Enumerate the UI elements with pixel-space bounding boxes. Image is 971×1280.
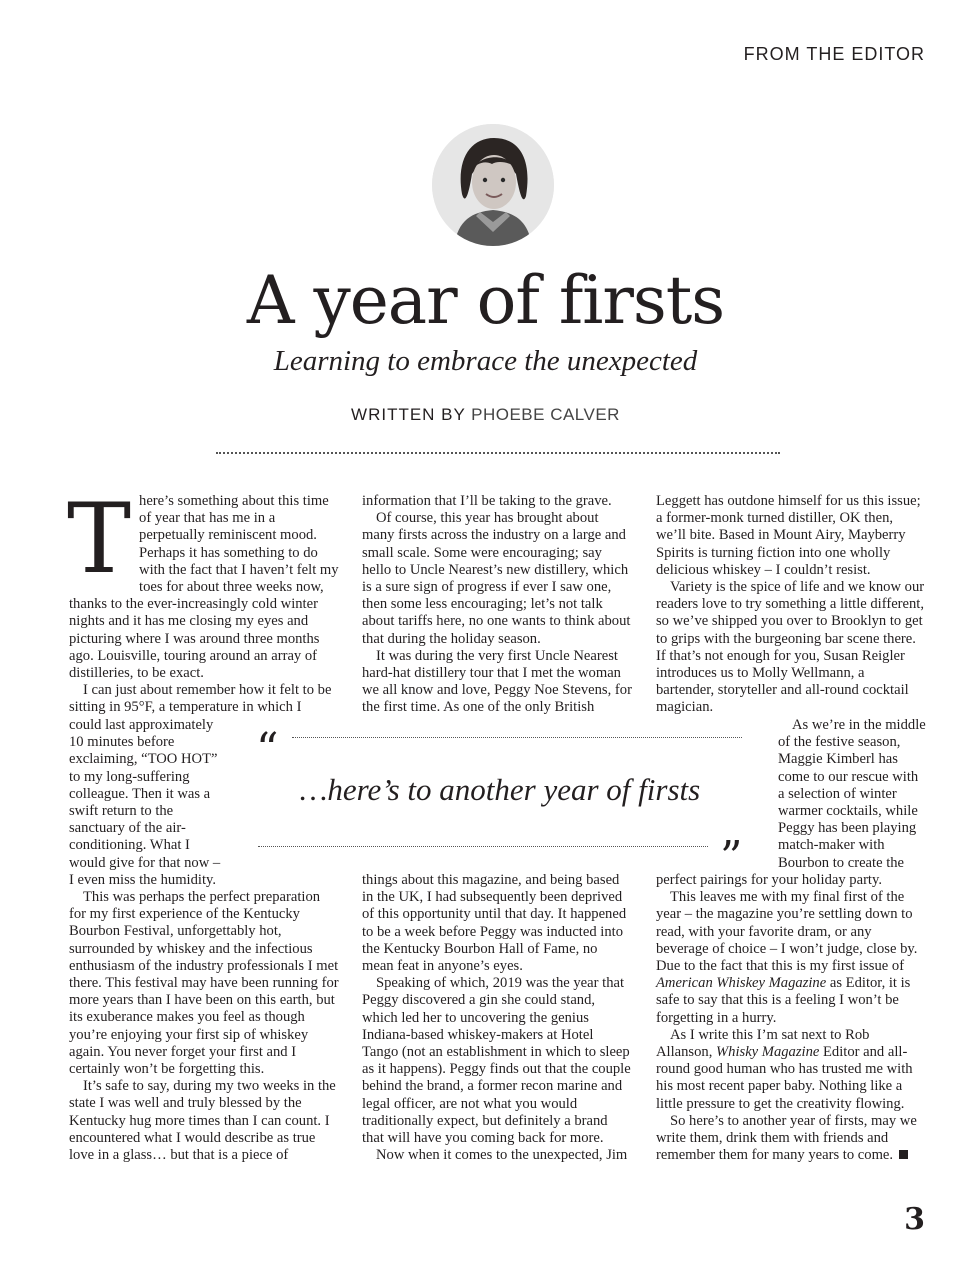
page-number: 3: [904, 1202, 925, 1237]
paragraph: As I write this I’m sat next to Rob Allanson, Whisky Magazine Editor and all-round good human who has trusted me with his most recent paper baby. Nothing like a little pressure to get the creativity flowing.: [656, 1026, 913, 1112]
column-3-top: [656, 493, 926, 717]
pull-quote-top-rule: [292, 737, 742, 738]
magazine-title: American Whiskey Magazine: [656, 975, 827, 992]
column-2-top: [362, 493, 632, 717]
pull-quote-bottom-rule: [258, 846, 708, 847]
paragraph: This leaves me with my final first of the year – the magazine you’re settling down to read, with your favorite dram, or any beverage of choice – I won’t judge, close by. Due to the fact that this is my first issue of American Whiskey Magazine as Editor, it is safe to say that this is a feeling I won’t be forgetting in a hurry.: [656, 889, 918, 1026]
paragraph: perfect pairings for your holiday party.: [656, 872, 882, 888]
paragraph: things about this magazine, and being based in the UK, I had subsequently been deprived of this opportunity until that day. It happened to be a week before Peggy was inducted into the Kentucky Bourbon Hall of Fame, no mean feat in anyone’s eyes.: [362, 872, 627, 975]
title-divider: [216, 452, 780, 454]
magazine-title: Whisky Magazine: [716, 1044, 820, 1061]
paragraph: Now when it comes to the unexpected, Jim: [376, 1147, 628, 1164]
paragraph: Leggett has outdone himself for us this issue; a former-monk turned distiller, OK then, we’ll bite. Based in Mount Airy, Mayberry Spirits is turning fiction into one wholly delicious whiskey – I couldn’t resist.: [656, 493, 921, 578]
column-1-top: [67, 483, 339, 717]
section-label: FROM THE EDITOR: [743, 44, 925, 64]
byline-label: WRITTEN BY: [351, 405, 466, 424]
close-quote-mark: ”: [720, 832, 743, 883]
author-portrait: [432, 124, 554, 246]
paragraph: here’s something about this time of year that has me in a perpetually reminiscent mood. Perhaps it has something to do with the fact that I haven’t felt my toes for about three weeks now, thanks to the ever-increasingly cold winter nights and it has me closing my eyes and picturing where I was around three months ago. Louisville, touring around an array of distilleries, to be exact.: [69, 493, 339, 682]
column-1-bottom: [69, 889, 339, 1164]
column-3-narrow: [778, 717, 928, 872]
paragraph: Variety is the spice of life and we know our readers love to try something a little different, so we’ve shipped you over to Brooklyn to get to grips with the burgeoning bar scene there. If that’s not enough for you, Susan Reigler introduces us to Molly Wellmann, a bartender, storyteller and all-round cocktail magician.: [656, 579, 925, 716]
pull-quote: …here’s to another year of firsts: [299, 772, 701, 807]
paragraph: Of course, this year has brought about many firsts across the industry on a large and small scale. Some were encouraging; say hello to Uncle Nearest’s new distillery, which is a sure sign of progress if ever I saw one, then some less encouraging; let’s not talk about tariffs here, no one wants to think about that during the holiday season.: [362, 510, 631, 647]
column-2-bottom: [362, 872, 632, 1164]
paragraph: information that I’ll be taking to the grave.: [362, 493, 612, 509]
paragraph: It was during the very first Uncle Nearest hard-hat distillery tour that I met the woman we all know and love, Peggy Noe Stevens, for the first time. As one of the only British: [362, 647, 632, 716]
paragraph: It’s safe to say, during my two weeks in the state I was well and truly blessed by the Kentucky hug more times than I can count. I encountered what I would describe as true love in a glass… but that is a piece of: [69, 1078, 336, 1164]
paragraph: I can just about remember how it felt to be sitting in 95°F, a temperature in which I: [69, 682, 332, 716]
column-1-narrow: [69, 717, 227, 889]
paragraph: This was perhaps the perfect preparation for my first experience of the Kentucky Bourbon Festival, unforgettably hot, surrounded by whiskey and the infectious enthusiasm of the industry professionals I met there. This festival may have been running for more years than I have been on this earth, but its exuberance makes you feel as though you’re enjoying your first sip of whiskey again. You never forget your first and I certainly won’t be forgetting this.: [69, 889, 339, 1078]
paragraph: As we’re in the middle of the festive season, Maggie Kimberl has come to our rescue with a selection of winter warmer cocktails, while Peggy has been playing match-maker with Bourbon to create the: [778, 717, 926, 871]
portrait-image: [432, 124, 554, 246]
column-3-bottom: [656, 872, 926, 1164]
drop-cap: T: [67, 483, 132, 595]
open-quote-mark: “: [256, 724, 279, 775]
byline: [0, 405, 971, 425]
paragraph: could last approximately 10 minutes before exclaiming, “TOO HOT” to my long-suffering colleague. Then it was a swift return to the sanctuary of the air-conditioning. What I would give for that now – I even miss the humidity.: [69, 717, 221, 888]
author-name: PHOEBE CALVER: [471, 405, 620, 424]
article-subtitle: Learning to embrace the unexpected: [273, 345, 698, 377]
end-mark-icon: [899, 1150, 908, 1159]
paragraph: So here’s to another year of firsts, may we write them, drink them with friends and remember them for many years to come.: [656, 1112, 917, 1164]
article-title: A year of firsts: [246, 262, 725, 339]
paragraph: Speaking of which, 2019 was the year that Peggy discovered a gin she could stand, which led her to uncovering the genius Indiana-based whiskey-makers at Hotel Tango (not an establishment in which to sleep as it happens). Peggy finds out that the couple behind the brand, a former recon marine and legal officer, are not what you would traditionally expect, but definitely a brand that will have you coming back for more.: [362, 975, 631, 1147]
